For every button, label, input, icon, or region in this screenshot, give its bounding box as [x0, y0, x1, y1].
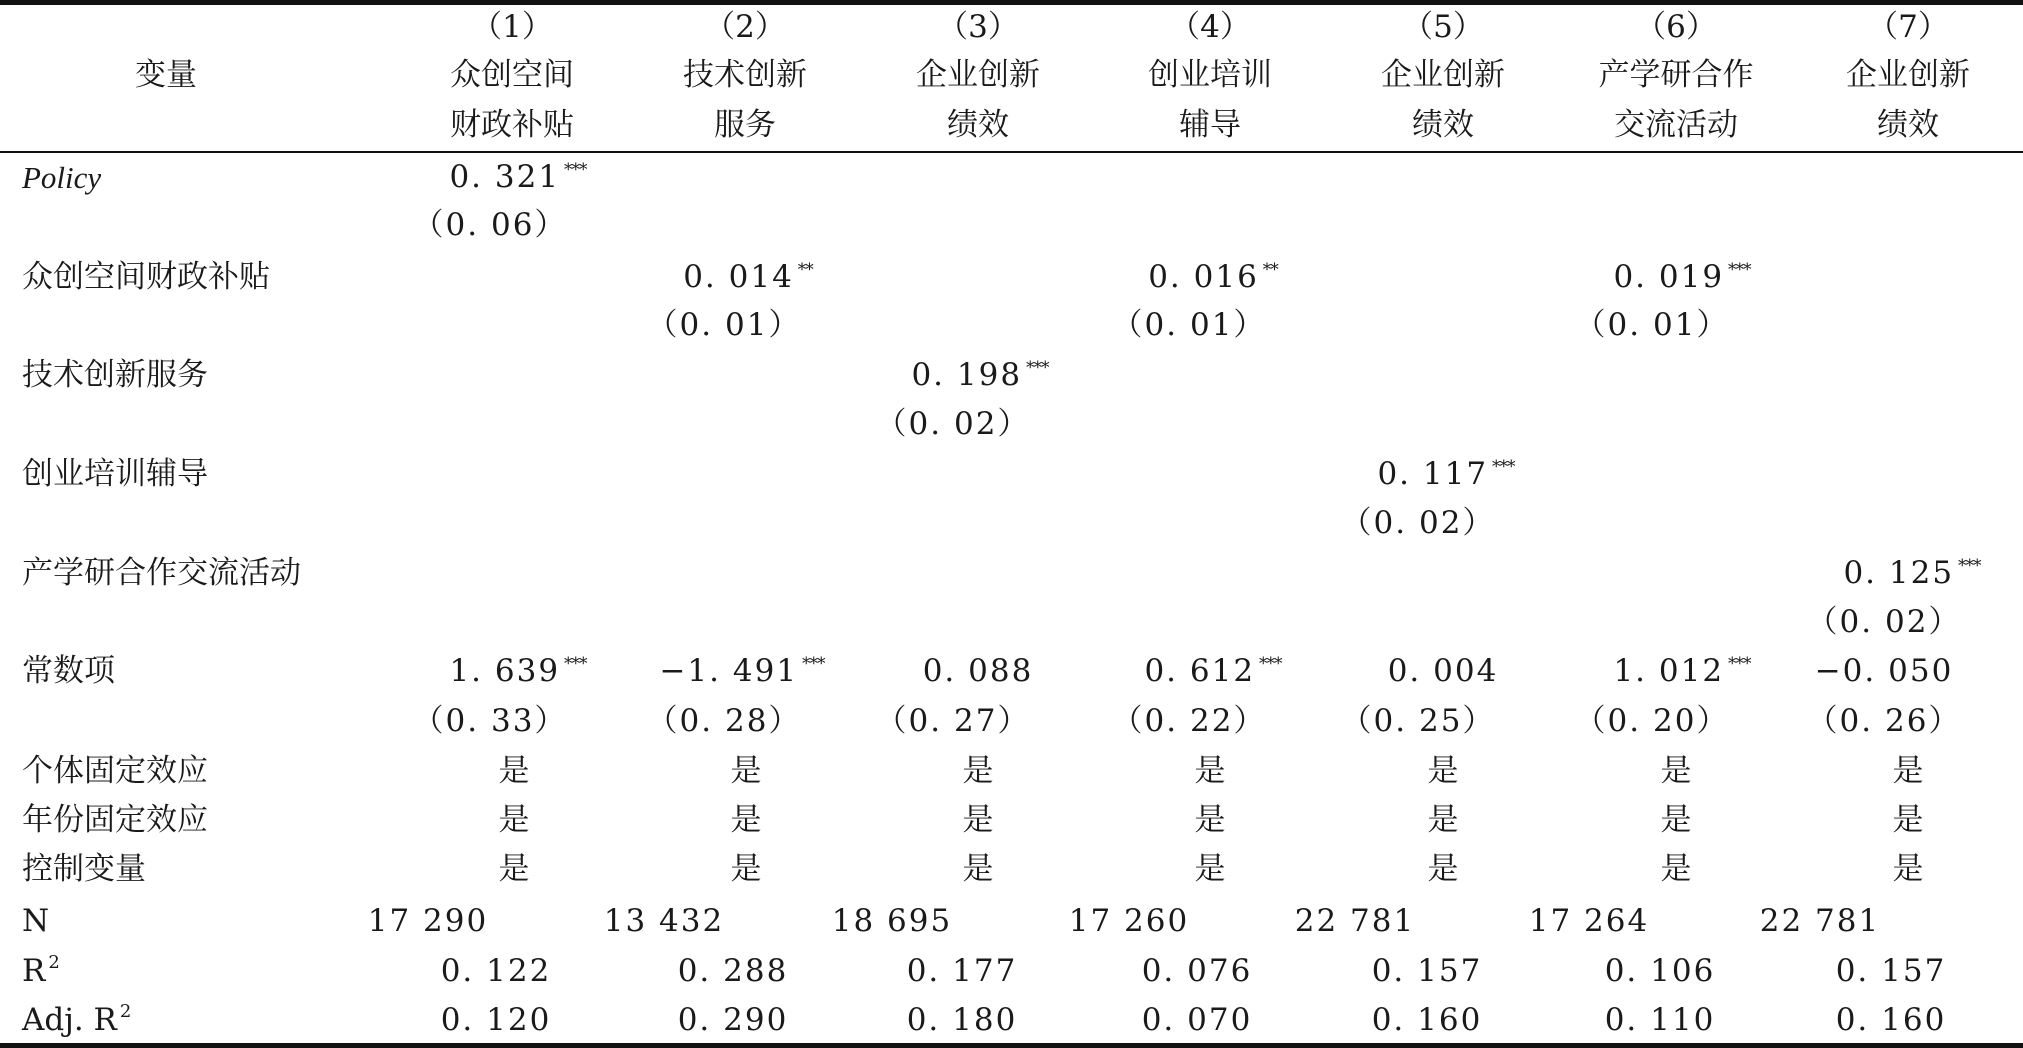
- column-title-line2: 交流活动: [1614, 107, 1738, 143]
- column-number: （4）: [1169, 9, 1251, 45]
- sample-size: 22 781: [1759, 903, 1881, 939]
- adjusted-r-squared: 0. 160: [1835, 1002, 1947, 1038]
- fixed-effect-flag: 是: [1194, 802, 1226, 838]
- r-squared: 0. 177: [906, 953, 1018, 989]
- sample-size: 13 432: [603, 903, 725, 939]
- column-number: （3）: [937, 9, 1019, 45]
- adjusted-r-squared: 0. 110: [1604, 1002, 1716, 1038]
- coefficient: 0. 321 ***: [449, 159, 587, 195]
- row-label: 控制变量: [22, 851, 146, 887]
- column-title-line1: 企业创新: [916, 57, 1040, 93]
- fixed-effect-flag: 是: [962, 802, 994, 838]
- r-squared: 0. 157: [1371, 953, 1483, 989]
- sample-size: 17 264: [1528, 903, 1650, 939]
- row-label: 个体固定效应: [22, 753, 208, 789]
- column-title-line1: 创业培训: [1148, 57, 1272, 93]
- table-bottom-rule: [0, 1043, 2023, 1048]
- control-variable-flag: 是: [962, 851, 994, 887]
- column-number: （2）: [704, 9, 786, 45]
- coefficient: −0. 050: [1814, 653, 1954, 689]
- coefficient: 1. 639 ***: [449, 653, 587, 689]
- coefficient: 0. 004: [1387, 653, 1499, 689]
- fixed-effect-flag: 是: [498, 802, 530, 838]
- column-title-line2: 绩效: [947, 107, 1009, 143]
- adjusted-r-squared: 0. 120: [440, 1002, 552, 1038]
- standard-error: （0. 01）: [1574, 307, 1730, 343]
- column-title-line2: 辅导: [1179, 107, 1241, 143]
- control-variable-flag: 是: [498, 851, 530, 887]
- column-number: （7）: [1867, 9, 1949, 45]
- row-label: 众创空间财政补贴: [22, 259, 270, 295]
- coefficient: 0. 612 ***: [1144, 653, 1282, 689]
- sample-size: 17 260: [1068, 903, 1190, 939]
- sample-size: 18 695: [831, 903, 953, 939]
- row-label: 常数项: [22, 653, 115, 689]
- fixed-effect-flag: 是: [1427, 753, 1459, 789]
- column-title-line1: 技术创新: [683, 57, 807, 93]
- coefficient: 0. 016 **: [1148, 259, 1278, 295]
- column-title-line1: 企业创新: [1846, 57, 1970, 93]
- standard-error: （0. 22）: [1111, 703, 1267, 739]
- row-label: 产学研合作交流活动: [22, 555, 301, 591]
- adjusted-r-squared: 0. 180: [906, 1002, 1018, 1038]
- sample-size: 17 290: [367, 903, 489, 939]
- row-label-policy: Policy: [22, 160, 102, 195]
- fixed-effect-flag: 是: [1892, 802, 1924, 838]
- coefficient: 0. 117 ***: [1377, 456, 1515, 492]
- control-variable-flag: 是: [1194, 851, 1226, 887]
- fixed-effect-flag: 是: [962, 753, 994, 789]
- column-title-line2: 财政补贴: [450, 107, 574, 143]
- coefficient: 1. 012 ***: [1613, 653, 1751, 689]
- control-variable-flag: 是: [730, 851, 762, 887]
- r-squared: 0. 157: [1835, 953, 1947, 989]
- fixed-effect-flag: 是: [730, 753, 762, 789]
- r-squared: 0. 288: [677, 953, 789, 989]
- adjusted-r-squared: 0. 290: [677, 1002, 789, 1038]
- coefficient: 0. 019 ***: [1613, 259, 1751, 295]
- row-label: 创业培训辅导: [22, 456, 208, 492]
- column-title-line1: 企业创新: [1381, 57, 1505, 93]
- r-squared: 0. 076: [1141, 953, 1253, 989]
- control-variable-flag: 是: [1427, 851, 1459, 887]
- standard-error: （0. 26）: [1806, 703, 1962, 739]
- fixed-effect-flag: 是: [498, 753, 530, 789]
- r-squared: 0. 106: [1604, 953, 1716, 989]
- standard-error: （0. 25）: [1340, 703, 1496, 739]
- column-title-line1: 产学研合作: [1598, 57, 1754, 93]
- coefficient: 0. 125 ***: [1843, 555, 1981, 591]
- row-label: 年份固定效应: [22, 802, 208, 838]
- column-number: （6）: [1635, 9, 1717, 45]
- table-top-rule: [0, 0, 2023, 5]
- standard-error: （0. 06）: [412, 207, 568, 243]
- fixed-effect-flag: 是: [1892, 753, 1924, 789]
- r-squared: 0. 122: [440, 953, 552, 989]
- column-title-line2: 绩效: [1412, 107, 1474, 143]
- variable-header: 变量: [135, 57, 197, 93]
- standard-error: （0. 02）: [1806, 604, 1962, 640]
- fixed-effect-flag: 是: [1194, 753, 1226, 789]
- standard-error: （0. 33）: [412, 703, 568, 739]
- row-label-adj-r2: Adj. R $^2$: [22, 1001, 132, 1038]
- control-variable-flag: 是: [1660, 851, 1692, 887]
- row-label: 技术创新服务: [22, 357, 208, 393]
- column-title-line2: 绩效: [1877, 107, 1939, 143]
- fixed-effect-flag: 是: [1660, 802, 1692, 838]
- adjusted-r-squared: 0. 070: [1141, 1002, 1253, 1038]
- standard-error: （0. 27）: [875, 703, 1031, 739]
- standard-error: （0. 01）: [646, 307, 802, 343]
- standard-error: （0. 02）: [1340, 505, 1496, 541]
- sample-size: 22 781: [1294, 903, 1416, 939]
- row-label-n: N: [22, 903, 50, 939]
- column-title-line2: 服务: [714, 107, 776, 143]
- coefficient: 0. 014 **: [683, 259, 813, 295]
- coefficient: −1. 491 ***: [659, 653, 825, 689]
- standard-error: （0. 02）: [875, 406, 1031, 442]
- coefficient: 0. 088: [922, 653, 1034, 689]
- standard-error: （0. 28）: [646, 703, 802, 739]
- fixed-effect-flag: 是: [730, 802, 762, 838]
- fixed-effect-flag: 是: [1427, 802, 1459, 838]
- table-header-rule: [0, 151, 2023, 153]
- standard-error: （0. 01）: [1111, 307, 1267, 343]
- column-title-line1: 众创空间: [450, 57, 574, 93]
- control-variable-flag: 是: [1892, 851, 1924, 887]
- column-number: （1）: [471, 9, 553, 45]
- coefficient: 0. 198 ***: [911, 357, 1049, 393]
- row-label-r2: R $^2$: [22, 952, 60, 989]
- column-number: （5）: [1402, 9, 1484, 45]
- standard-error: （0. 20）: [1574, 703, 1730, 739]
- fixed-effect-flag: 是: [1660, 753, 1692, 789]
- adjusted-r-squared: 0. 160: [1371, 1002, 1483, 1038]
